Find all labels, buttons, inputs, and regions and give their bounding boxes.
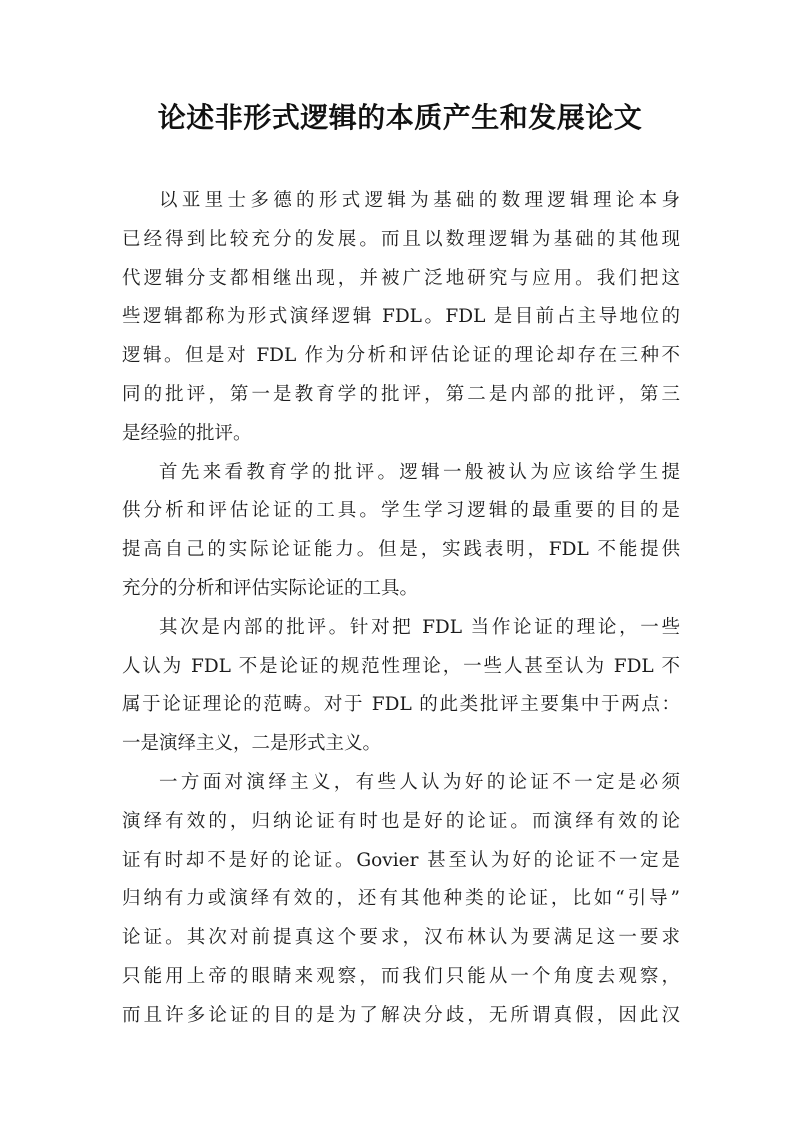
text-line: 提高自己的实际论证能力。但是，实践表明，FDL 不能提供 xyxy=(122,539,680,561)
text-line: 证有时却不是好的论证。Govier 甚至认为好的论证不一定是 xyxy=(122,849,680,871)
text-line: 人认为 FDL 不是论证的规范性理论，一些人甚至认为 FDL 不 xyxy=(122,655,680,677)
text-line: 一方面对演绎主义，有些人认为好的论证不一定是必须 xyxy=(159,771,680,793)
paragraph xyxy=(122,609,680,764)
paragraph xyxy=(122,454,680,609)
text-line: 归纳有力或演绎有效的，还有其他种类的论证，比如“引导” xyxy=(122,888,680,910)
text-line: 只能用上帝的眼睛来观察，而我们只能从一个角度去观察， xyxy=(122,965,680,987)
text-line: 一是演绎主义，二是形式主义。 xyxy=(122,733,382,755)
text-line: 属于论证理论的范畴。对于 FDL 的此类批评主要集中于两点： xyxy=(122,694,680,716)
text-line: 首先来看教育学的批评。逻辑一般被认为应该给学生提 xyxy=(159,461,680,483)
text-line: 代逻辑分支都相继出现，并被广泛地研究与应用。我们把这 xyxy=(122,267,680,289)
paragraph xyxy=(122,182,680,454)
text-line: 已经得到比较充分的发展。而且以数理逻辑为基础的其他现 xyxy=(122,228,680,250)
document-body xyxy=(122,182,680,1036)
text-line: 逻辑。但是对 FDL 作为分析和评估论证的理论却存在三种不 xyxy=(122,345,680,367)
paragraph xyxy=(122,764,680,1036)
text-line: 论证。其次对前提真这个要求，汉布林认为要满足这一要求 xyxy=(122,927,680,949)
text-line: 而且许多论证的目的是为了解决分歧，无所谓真假，因此汉 xyxy=(122,1004,680,1026)
text-line: 些逻辑都称为形式演绎逻辑 FDL。FDL 是目前占主导地位的 xyxy=(122,306,680,328)
text-line: 以亚里士多德的形式逻辑为基础的数理逻辑理论本身 xyxy=(159,190,680,211)
text-line: 演绎有效的，归纳论证有时也是好的论证。而演绎有效的论 xyxy=(122,810,680,832)
text-line: 同的批评，第一是教育学的批评，第二是内部的批评，第三 xyxy=(122,383,680,405)
document-title: 论述非形式逻辑的本质产生和发展论文 xyxy=(157,101,643,134)
text-line: 是经验的批评。 xyxy=(122,422,252,444)
text-line: 充分的分析和评估实际论证的工具。 xyxy=(122,577,419,599)
text-line: 其次是内部的批评。针对把 FDL 当作论证的理论，一些 xyxy=(159,616,680,638)
text-line: 供分析和评估论证的工具。学生学习逻辑的最重要的目的是 xyxy=(122,500,680,522)
